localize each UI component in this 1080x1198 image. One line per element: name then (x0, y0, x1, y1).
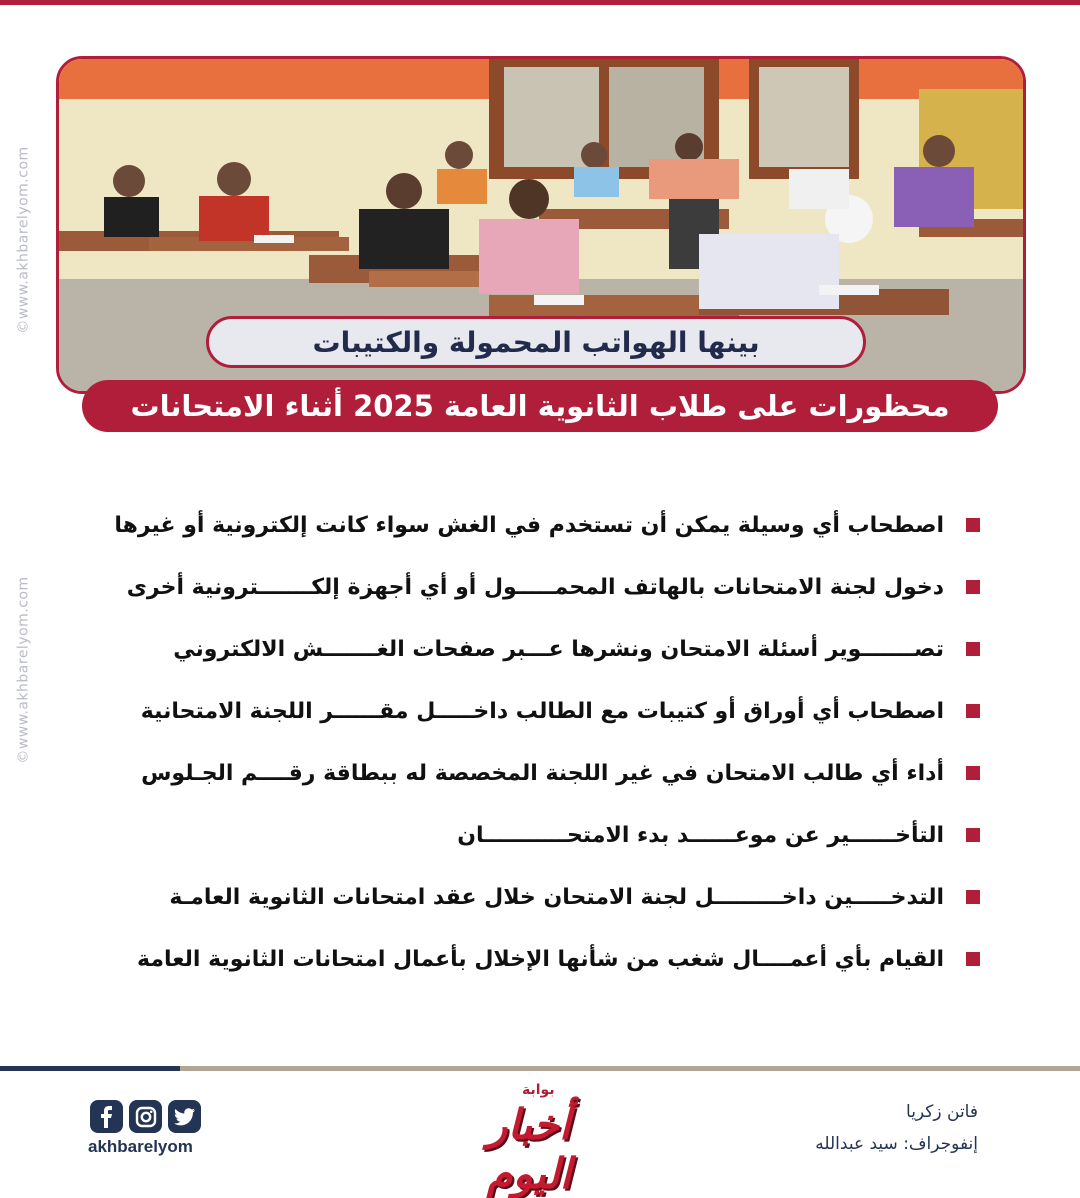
title-banner: محظورات على طلاب الثانوية العامة 2025 أثناء الامتحانات (82, 380, 998, 432)
bullet-square (966, 704, 980, 718)
list-item-text: اصطحاب أي أوراق أو كتيبات مع الطالب داخـــــل مقــــــر اللجنة الامتحانية (140, 698, 944, 724)
list-item (100, 742, 980, 804)
watermark-middle: ©www.akhbarelyom.com (16, 576, 32, 764)
list-item (100, 928, 980, 990)
list-item (100, 494, 980, 556)
list-item (100, 804, 980, 866)
bullet-square (966, 580, 980, 594)
top-accent-rule (0, 0, 1080, 5)
infographic-credit: إنفوجراف: سيد عبدالله (815, 1134, 978, 1154)
footer-rule-light (180, 1066, 1080, 1071)
footer-rule-dark (0, 1066, 180, 1071)
site-name[interactable]: akhbarelyom (88, 1137, 193, 1156)
subtitle-banner: بينها الهواتب المحمولة والكتيبات (206, 316, 866, 368)
logo-main-text: أخبار اليوم (486, 1100, 572, 1198)
list-item (100, 556, 980, 618)
author-credit: فاتن زكريا (906, 1102, 978, 1122)
bullet-square (966, 642, 980, 656)
bullet-square (966, 828, 980, 842)
bullet-square (966, 518, 980, 532)
list-item-text: التأخــــــير عن موعــــــد بدء الامتحـــــــــــان (457, 822, 944, 848)
prohibitions-list (100, 494, 980, 990)
bullet-square (966, 766, 980, 780)
list-item (100, 618, 980, 680)
logo-small-text: بوابة (522, 1082, 555, 1098)
list-item-text: التدخـــــين داخـــــــــل لجنة الامتحان خلال عقد امتحانات الثانوية العامـة (169, 884, 944, 910)
facebook-icon[interactable] (90, 1100, 123, 1133)
list-item-text: دخول لجنة الامتحانات بالهاتف المحمـــــول أو أي أجهزة إلكـــــــترونية أخرى (126, 574, 944, 600)
instagram-icon[interactable] (129, 1100, 162, 1133)
list-item-text: اصطحاب أي وسيلة يمكن أن تستخدم في الغش سواء كانت إلكترونية أو غيرها (114, 512, 944, 538)
watermark-top: ©www.akhbarelyom.com (16, 146, 32, 334)
bullet-square (966, 952, 980, 966)
bullet-square (966, 890, 980, 904)
list-item (100, 866, 980, 928)
credits (815, 1096, 978, 1160)
list-item-text: القيام بأي أعمــــال شغب من شأنها الإخلال بأعمال امتحانات الثانوية العامة (137, 946, 944, 972)
list-item (100, 680, 980, 742)
social-block (88, 1100, 212, 1157)
list-item-text: تصـــــــوير أسئلة الامتحان ونشرها عـــبر صفحات الغـــــــش الالكتروني (173, 636, 944, 662)
akhbarelyom-logo (430, 1082, 630, 1198)
list-item-text: أداء أي طالب الامتحان في غير اللجنة المخصصة له ببطاقة رقــــم الجـلوس (141, 760, 944, 786)
twitter-icon[interactable] (168, 1100, 201, 1133)
